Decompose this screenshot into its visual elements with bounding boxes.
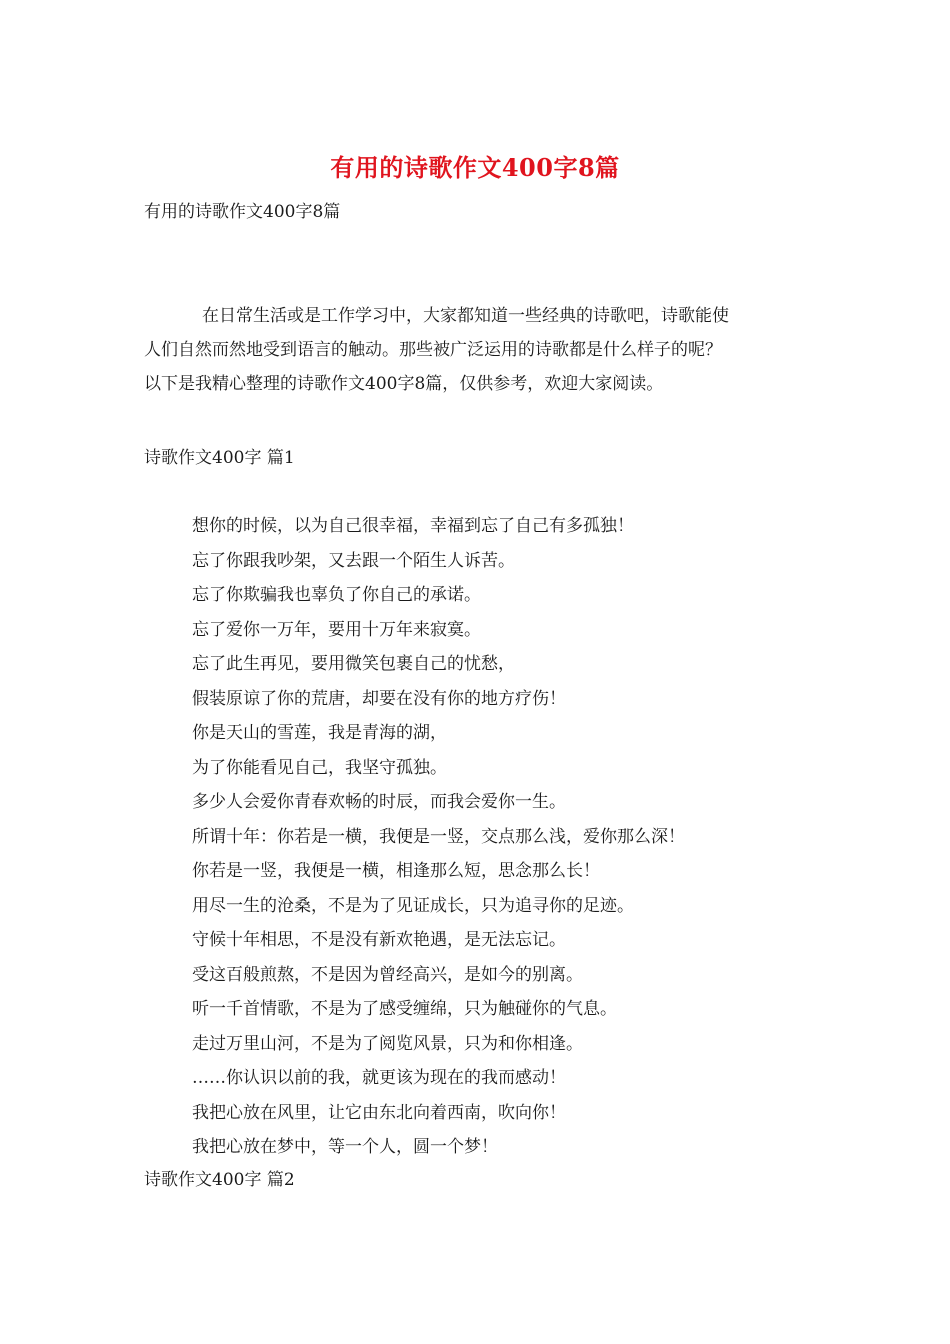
intro-line: 人们自然而然地受到语言的触动。那些被广泛运用的诗歌都是什么样子的呢？ (144, 340, 722, 360)
poem-line: 忘了爱你一万年，要用十万年来寂寞。 (192, 619, 481, 640)
poem-line: 我把心放在风里，让它由东北向着西南，吹向你！ (192, 1102, 566, 1123)
intro-line: 在日常生活或是工作学习中，大家都知道一些经典的诗歌吧，诗歌能使 (202, 306, 729, 326)
section-heading-1: 诗歌作文400字 篇1 (144, 448, 295, 468)
poem-line: 忘了你欺骗我也辜负了你自己的承诺。 (192, 585, 481, 605)
poem-line: 用尽一生的沧桑，不是为了见证成长，只为追寻你的足迹。 (192, 895, 634, 916)
document-subtitle: 有用的诗歌作文400字8篇 (144, 202, 341, 222)
poem-line: 假装原谅了你的荒唐，却要在没有你的地方疗伤！ (192, 688, 566, 709)
poem-line: 想你的时候，以为自己很幸福，幸福到忘了自己有多孤独！ (192, 516, 634, 536)
poem-line: 受这百般煎熬，不是因为曾经高兴，是如今的别离。 (192, 964, 583, 985)
document-title: 有用的诗歌作文400字8篇 (330, 153, 620, 182)
poem-line: 忘了此生再见，要用微笑包裹自己的忧愁， (192, 654, 515, 674)
poem-line: 多少人会爱你青春欢畅的时辰，而我会爱你一生。 (192, 792, 566, 812)
intro-line: 以下是我精心整理的诗歌作文400字8篇，仅供参考，欢迎大家阅读。 (144, 374, 664, 394)
poem-body-1 (192, 513, 685, 1169)
poem-line: 走过万里山河，不是为了阅览风景，只为和你相逢。 (192, 1033, 583, 1054)
poem-line: 守候十年相思，不是没有新欢艳遇，是无法忘记。 (192, 930, 566, 950)
poem-line: 你是天山的雪莲，我是青海的湖， (192, 723, 447, 743)
poem-line: 听一千首情歌，不是为了感受缠绵，只为触碰你的气息。 (192, 999, 617, 1019)
poem-line: 我把心放在梦中，等一个人，圆一个梦！ (192, 1137, 498, 1157)
intro-paragraph (144, 299, 804, 401)
poem-line: 为了你能看见自己，我坚守孤独。 (192, 757, 447, 778)
poem-line: 所谓十年：你若是一横，我便是一竖，交点那么浅，爱你那么深！ (192, 826, 685, 847)
poem-line: 忘了你跟我吵架，又去跟一个陌生人诉苦。 (192, 550, 515, 571)
poem-line: 你若是一竖，我便是一横，相逢那么短，思念那么长！ (192, 861, 600, 881)
section-heading-2: 诗歌作文400字 篇2 (144, 1170, 295, 1190)
poem-line: ……你认识以前的我，就更该为现在的我而感动！ (192, 1068, 566, 1088)
